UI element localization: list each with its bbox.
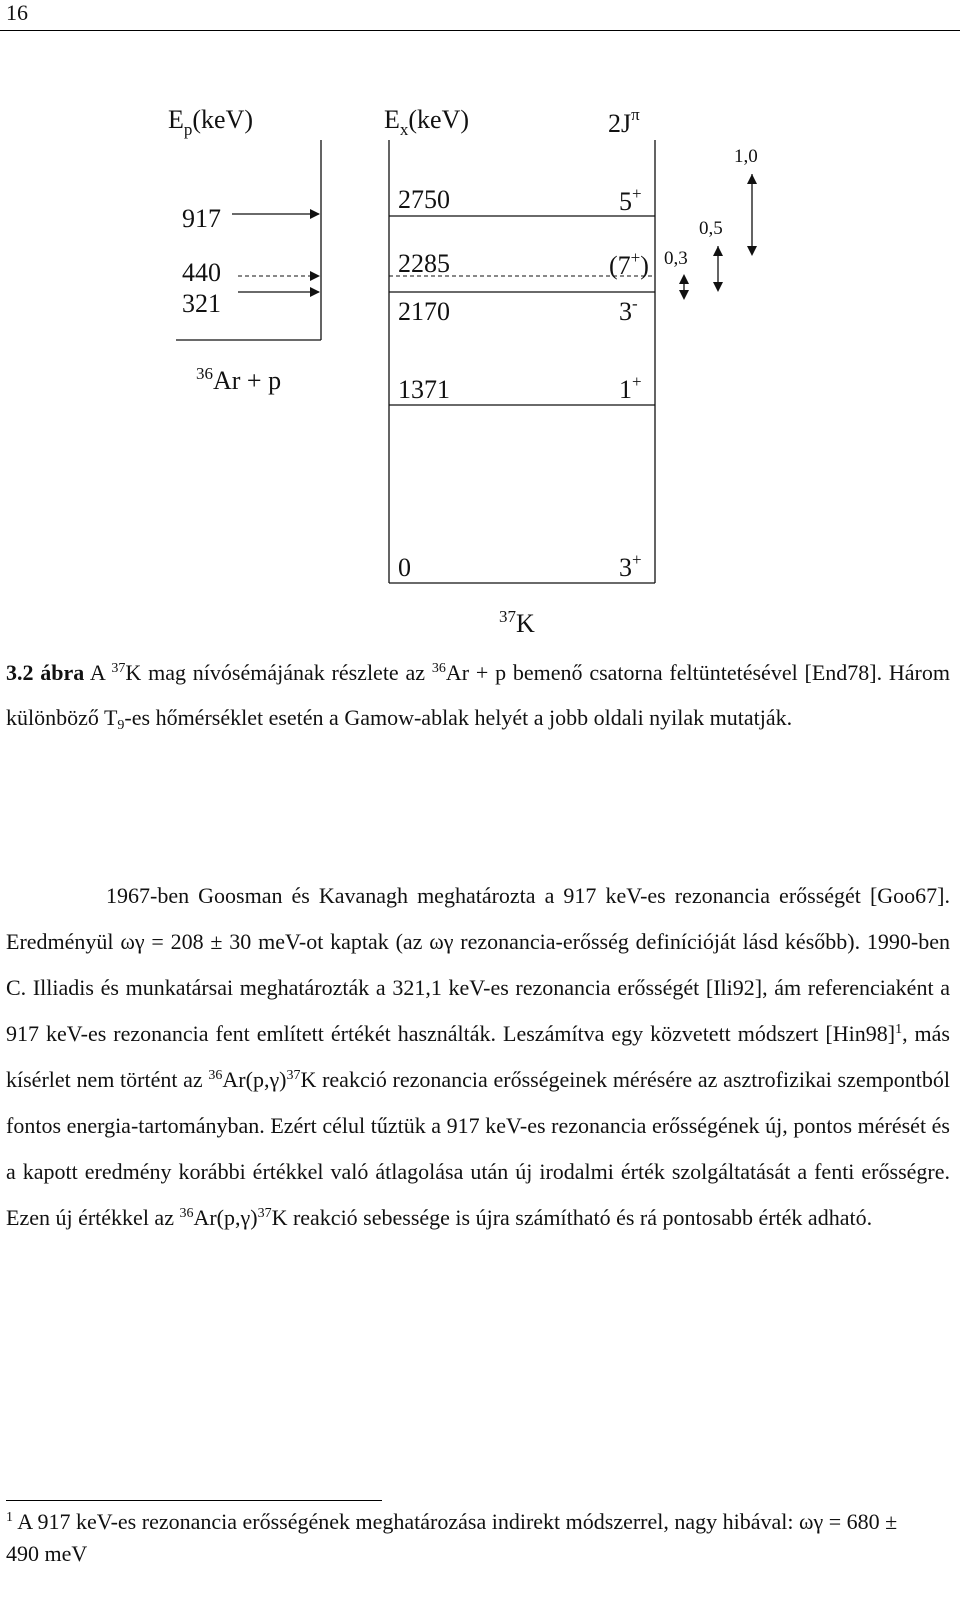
level-energy-2170: 2170 bbox=[398, 297, 450, 326]
level-spin-2170: 3- bbox=[619, 294, 638, 326]
level-spin-0: 3+ bbox=[619, 550, 642, 582]
header-ep: $E_p(keV)$ bbox=[168, 105, 254, 139]
mass-number: 36 bbox=[208, 1068, 223, 1083]
level-energy-2285: 2285 bbox=[398, 249, 450, 278]
body-text bbox=[6, 873, 950, 1241]
gamow-arrow-0-5-bottom bbox=[713, 282, 723, 292]
caption-text-2: K mag nívósémájának részlete az bbox=[125, 660, 432, 685]
page-number: 16 bbox=[6, 0, 28, 25]
footnote-number: 1 bbox=[6, 1510, 13, 1525]
mass-number: 37 bbox=[286, 1068, 301, 1083]
caption-text-4: -es hőmérséklet esetén a Gamow-ablak helyét a jobb oldali nyilak mutatják. bbox=[124, 705, 793, 730]
entrance-channel-label: $^{36}$Ar + p bbox=[196, 364, 282, 395]
header-jpi: $2J^\pi$ bbox=[608, 105, 640, 138]
paragraph bbox=[6, 873, 950, 1241]
paragraph-text-1: 1967-ben Goosman és Kavanagh meghatározta a 917 keV-es rezonancia erősségét [Goo67]. Eredményül ωγ = 208 ± 30 meV-ot kaptak (az ωγ rezonancia-erősség definícióját lásd később). 1990-ben C. Illiadis és munkatársai meghatározták a 321,1 keV-es rezonancia erősségét [Ili92], ám referenciaként a 917 keV-es rezonancia fent említett értékét használták. Leszámítva egy közvetett módszert [Hin98] bbox=[6, 883, 950, 1046]
level-spin-2285: (7+) bbox=[609, 248, 649, 280]
paragraph-text-2: , más kísérlet nem történt az bbox=[6, 1021, 950, 1092]
figure-caption bbox=[6, 650, 950, 740]
gamow-arrow-0-3-bottom bbox=[679, 290, 689, 300]
level-scheme-diagram bbox=[0, 0, 960, 650]
caption-sup-37: 37 bbox=[111, 661, 126, 676]
header-ex: $E_x(keV)$ bbox=[384, 105, 470, 139]
footnote bbox=[6, 1506, 906, 1570]
paragraph-text-3: Ar(p,γ) bbox=[222, 1067, 287, 1092]
footnote-reference: 1 bbox=[895, 1022, 903, 1037]
gamow-arrow-0-3-top bbox=[679, 274, 689, 284]
resonance-321: 321 bbox=[182, 289, 221, 318]
gamow-arrow-1-0-top bbox=[747, 174, 757, 184]
level-energy-1371: 1371 bbox=[398, 375, 450, 404]
level-energy-2750: 2750 bbox=[398, 185, 450, 214]
gamow-label-0-5: 0,5 bbox=[699, 218, 723, 239]
caption-text-1: A bbox=[84, 660, 112, 685]
footnote-text: A 917 keV-es rezonancia erősségének meghatározása indirekt módszerrel, nagy hibával: ωγ = 680 ± 490 meV bbox=[6, 1509, 898, 1566]
gamow-label-0-3: 0,3 bbox=[664, 248, 688, 269]
paragraph-text-4: K reakció rezonancia erősségeinek mérésére az asztrofizikai szempontból fontos energia-tartományban. Ezért célul tűztük a 917 keV-es rezonancia erősségének új, pontos mérését és a kapott eredmény korábbi értékkel való átlagolása után új irodalmi érték szolgáltatását a fenti erősségre. Ezen új értékkel az bbox=[6, 1067, 950, 1230]
caption-label: 3.2 ábra bbox=[6, 660, 85, 685]
mass-number: 37 bbox=[257, 1206, 272, 1221]
gamow-arrow-1-0-bottom bbox=[747, 246, 757, 256]
resonance-917: 917 bbox=[182, 204, 221, 233]
mass-number: 36 bbox=[179, 1206, 194, 1221]
level-spin-2750: 5+ bbox=[619, 184, 642, 216]
paragraph-text-5: Ar(p,γ) bbox=[193, 1205, 258, 1230]
paragraph-text-6: K reakció sebessége is újra számítható és rá pontosabb érték adható. bbox=[271, 1205, 873, 1230]
resonance-440: 440 bbox=[182, 258, 221, 287]
caption-text-3: Ar + p bemenő csatorna feltüntetésével [End78]. Három különböző T bbox=[6, 660, 950, 730]
caption-sub-9: 9 bbox=[117, 718, 125, 733]
caption-sup-36: 36 bbox=[431, 661, 446, 676]
nucleus-label: $^{37}$K bbox=[499, 607, 535, 638]
gamow-arrow-0-5-top bbox=[713, 246, 723, 256]
level-energy-0: 0 bbox=[398, 553, 411, 582]
footnote-rule bbox=[6, 1500, 382, 1501]
level-spin-1371: 1+ bbox=[619, 372, 642, 404]
gamow-label-1-0: 1,0 bbox=[734, 146, 758, 167]
